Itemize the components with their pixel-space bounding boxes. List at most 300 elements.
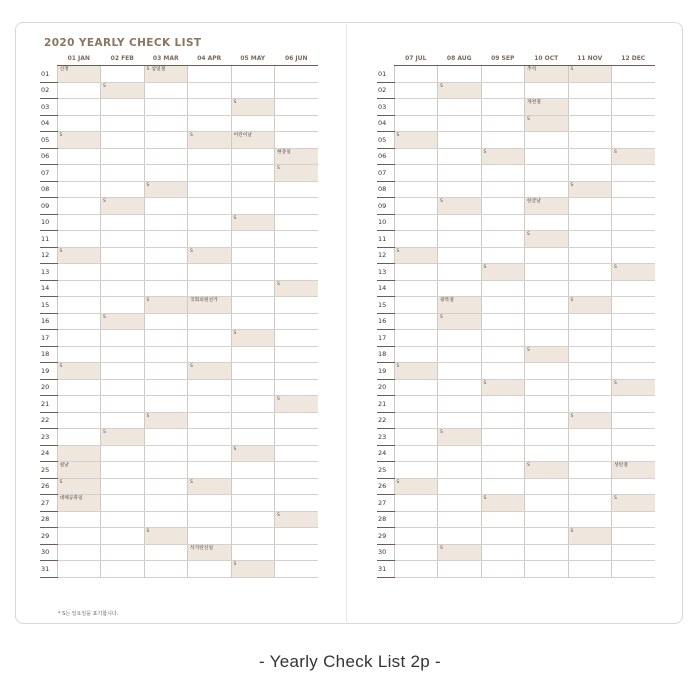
day-cell[interactable] [568, 181, 612, 198]
day-cell[interactable] [231, 99, 275, 116]
day-cell[interactable] [57, 478, 101, 495]
day-cell[interactable] [481, 82, 525, 99]
day-cell[interactable] [101, 247, 145, 264]
day-cell[interactable] [275, 165, 319, 182]
day-cell[interactable] [438, 330, 482, 347]
day-cell[interactable] [438, 297, 482, 314]
day-cell[interactable] [481, 247, 525, 264]
day-cell[interactable] [481, 363, 525, 380]
day-cell[interactable] [101, 396, 145, 413]
day-cell[interactable] [275, 66, 319, 83]
day-cell[interactable] [57, 231, 101, 248]
day-cell[interactable] [394, 247, 438, 264]
day-cell[interactable] [612, 396, 656, 413]
day-cell[interactable] [525, 231, 569, 248]
day-cell[interactable] [275, 412, 319, 429]
day-cell[interactable] [394, 396, 438, 413]
day-cell[interactable] [188, 280, 232, 297]
day-cell[interactable] [188, 198, 232, 215]
day-cell[interactable] [101, 132, 145, 149]
day-cell[interactable] [188, 495, 232, 512]
day-cell[interactable] [144, 264, 188, 281]
day-cell[interactable] [231, 82, 275, 99]
day-cell[interactable] [438, 132, 482, 149]
day-cell[interactable] [438, 544, 482, 561]
day-cell[interactable] [101, 561, 145, 578]
day-cell[interactable] [568, 478, 612, 495]
day-cell[interactable] [394, 198, 438, 215]
day-cell[interactable] [101, 82, 145, 99]
day-cell[interactable] [438, 247, 482, 264]
day-cell[interactable] [481, 115, 525, 132]
day-cell[interactable] [188, 429, 232, 446]
day-cell[interactable] [568, 264, 612, 281]
day-cell[interactable] [188, 66, 232, 83]
day-cell[interactable] [568, 544, 612, 561]
day-cell[interactable] [394, 346, 438, 363]
day-cell[interactable] [144, 115, 188, 132]
day-cell[interactable] [481, 198, 525, 215]
day-cell[interactable] [144, 511, 188, 528]
day-cell[interactable] [231, 264, 275, 281]
day-cell[interactable] [394, 478, 438, 495]
day-cell[interactable] [568, 561, 612, 578]
day-cell[interactable] [188, 363, 232, 380]
day-cell[interactable] [57, 346, 101, 363]
day-cell[interactable] [525, 280, 569, 297]
day-cell[interactable] [438, 412, 482, 429]
day-cell[interactable] [275, 544, 319, 561]
day-cell[interactable] [275, 99, 319, 116]
day-cell[interactable] [101, 412, 145, 429]
day-cell[interactable] [438, 396, 482, 413]
day-cell[interactable] [275, 495, 319, 512]
day-cell[interactable] [612, 132, 656, 149]
day-cell[interactable] [612, 264, 656, 281]
day-cell[interactable] [612, 247, 656, 264]
day-cell[interactable] [568, 495, 612, 512]
day-cell[interactable] [144, 297, 188, 314]
day-cell[interactable] [101, 346, 145, 363]
day-cell[interactable] [438, 495, 482, 512]
day-cell[interactable] [612, 165, 656, 182]
day-cell[interactable] [481, 99, 525, 116]
day-cell[interactable] [57, 99, 101, 116]
day-cell[interactable] [144, 528, 188, 545]
day-cell[interactable] [101, 330, 145, 347]
day-cell[interactable] [101, 544, 145, 561]
day-cell[interactable] [394, 528, 438, 545]
day-cell[interactable] [101, 165, 145, 182]
day-cell[interactable] [188, 231, 232, 248]
day-cell[interactable] [438, 429, 482, 446]
day-cell[interactable] [612, 148, 656, 165]
day-cell[interactable] [568, 99, 612, 116]
day-cell[interactable] [612, 280, 656, 297]
day-cell[interactable] [481, 330, 525, 347]
day-cell[interactable] [438, 99, 482, 116]
day-cell[interactable] [101, 148, 145, 165]
day-cell[interactable] [275, 429, 319, 446]
day-cell[interactable] [275, 462, 319, 479]
day-cell[interactable] [481, 231, 525, 248]
day-cell[interactable] [57, 429, 101, 446]
day-cell[interactable] [481, 412, 525, 429]
day-cell[interactable] [394, 445, 438, 462]
day-cell[interactable] [525, 544, 569, 561]
day-cell[interactable] [188, 115, 232, 132]
day-cell[interactable] [101, 363, 145, 380]
day-cell[interactable] [275, 396, 319, 413]
day-cell[interactable] [101, 462, 145, 479]
day-cell[interactable] [612, 330, 656, 347]
day-cell[interactable] [144, 165, 188, 182]
day-cell[interactable] [188, 462, 232, 479]
day-cell[interactable] [612, 66, 656, 83]
day-cell[interactable] [275, 148, 319, 165]
day-cell[interactable] [394, 297, 438, 314]
day-cell[interactable] [525, 561, 569, 578]
day-cell[interactable] [231, 363, 275, 380]
day-cell[interactable] [525, 495, 569, 512]
day-cell[interactable] [101, 511, 145, 528]
day-cell[interactable] [525, 511, 569, 528]
day-cell[interactable] [525, 346, 569, 363]
day-cell[interactable] [57, 66, 101, 83]
day-cell[interactable] [394, 313, 438, 330]
day-cell[interactable] [525, 214, 569, 231]
day-cell[interactable] [394, 99, 438, 116]
day-cell[interactable] [188, 412, 232, 429]
day-cell[interactable] [231, 412, 275, 429]
day-cell[interactable] [57, 198, 101, 215]
day-cell[interactable] [481, 396, 525, 413]
day-cell[interactable] [101, 181, 145, 198]
day-cell[interactable] [275, 313, 319, 330]
day-cell[interactable] [394, 363, 438, 380]
day-cell[interactable] [612, 478, 656, 495]
day-cell[interactable] [394, 511, 438, 528]
day-cell[interactable] [481, 313, 525, 330]
day-cell[interactable] [525, 478, 569, 495]
day-cell[interactable] [188, 247, 232, 264]
day-cell[interactable] [438, 462, 482, 479]
day-cell[interactable] [568, 280, 612, 297]
day-cell[interactable] [394, 330, 438, 347]
day-cell[interactable] [188, 544, 232, 561]
day-cell[interactable] [144, 429, 188, 446]
day-cell[interactable] [231, 462, 275, 479]
day-cell[interactable] [57, 396, 101, 413]
day-cell[interactable] [101, 264, 145, 281]
day-cell[interactable] [438, 82, 482, 99]
day-cell[interactable] [438, 528, 482, 545]
day-cell[interactable] [57, 528, 101, 545]
day-cell[interactable] [438, 264, 482, 281]
day-cell[interactable] [612, 445, 656, 462]
day-cell[interactable] [231, 181, 275, 198]
day-cell[interactable] [525, 66, 569, 83]
day-cell[interactable] [144, 82, 188, 99]
day-cell[interactable] [144, 247, 188, 264]
day-cell[interactable] [525, 379, 569, 396]
day-cell[interactable] [481, 528, 525, 545]
day-cell[interactable] [438, 561, 482, 578]
day-cell[interactable] [144, 396, 188, 413]
day-cell[interactable] [144, 214, 188, 231]
day-cell[interactable] [101, 99, 145, 116]
day-cell[interactable] [144, 561, 188, 578]
day-cell[interactable] [612, 379, 656, 396]
day-cell[interactable] [188, 511, 232, 528]
day-cell[interactable] [231, 528, 275, 545]
day-cell[interactable] [525, 313, 569, 330]
day-cell[interactable] [231, 478, 275, 495]
day-cell[interactable] [57, 544, 101, 561]
day-cell[interactable] [144, 231, 188, 248]
day-cell[interactable] [568, 396, 612, 413]
day-cell[interactable] [57, 330, 101, 347]
day-cell[interactable] [275, 511, 319, 528]
day-cell[interactable] [275, 561, 319, 578]
day-cell[interactable] [394, 280, 438, 297]
day-cell[interactable] [525, 264, 569, 281]
day-cell[interactable] [101, 495, 145, 512]
day-cell[interactable] [57, 132, 101, 149]
day-cell[interactable] [144, 198, 188, 215]
day-cell[interactable] [101, 528, 145, 545]
day-cell[interactable] [188, 561, 232, 578]
day-cell[interactable] [525, 99, 569, 116]
day-cell[interactable] [231, 313, 275, 330]
day-cell[interactable] [438, 478, 482, 495]
day-cell[interactable] [525, 247, 569, 264]
day-cell[interactable] [568, 363, 612, 380]
day-cell[interactable] [612, 231, 656, 248]
day-cell[interactable] [438, 346, 482, 363]
day-cell[interactable] [525, 132, 569, 149]
day-cell[interactable] [612, 346, 656, 363]
day-cell[interactable] [612, 99, 656, 116]
day-cell[interactable] [394, 115, 438, 132]
day-cell[interactable] [144, 148, 188, 165]
day-cell[interactable] [231, 66, 275, 83]
day-cell[interactable] [394, 214, 438, 231]
day-cell[interactable] [231, 396, 275, 413]
day-cell[interactable] [275, 330, 319, 347]
day-cell[interactable] [188, 330, 232, 347]
day-cell[interactable] [568, 148, 612, 165]
day-cell[interactable] [568, 462, 612, 479]
day-cell[interactable] [481, 148, 525, 165]
day-cell[interactable] [231, 445, 275, 462]
day-cell[interactable] [438, 313, 482, 330]
day-cell[interactable] [231, 561, 275, 578]
day-cell[interactable] [525, 445, 569, 462]
day-cell[interactable] [481, 165, 525, 182]
day-cell[interactable] [144, 313, 188, 330]
day-cell[interactable] [188, 445, 232, 462]
day-cell[interactable] [275, 280, 319, 297]
day-cell[interactable] [57, 148, 101, 165]
day-cell[interactable] [394, 231, 438, 248]
day-cell[interactable] [275, 264, 319, 281]
day-cell[interactable] [612, 198, 656, 215]
day-cell[interactable] [57, 82, 101, 99]
day-cell[interactable] [438, 198, 482, 215]
day-cell[interactable] [394, 82, 438, 99]
day-cell[interactable] [57, 165, 101, 182]
day-cell[interactable] [568, 412, 612, 429]
day-cell[interactable] [394, 132, 438, 149]
day-cell[interactable] [394, 181, 438, 198]
day-cell[interactable] [438, 115, 482, 132]
day-cell[interactable] [438, 66, 482, 83]
day-cell[interactable] [525, 363, 569, 380]
day-cell[interactable] [525, 165, 569, 182]
day-cell[interactable] [101, 231, 145, 248]
day-cell[interactable] [568, 115, 612, 132]
day-cell[interactable] [188, 528, 232, 545]
day-cell[interactable] [57, 511, 101, 528]
day-cell[interactable] [394, 165, 438, 182]
day-cell[interactable] [568, 346, 612, 363]
day-cell[interactable] [612, 82, 656, 99]
day-cell[interactable] [144, 181, 188, 198]
day-cell[interactable] [438, 231, 482, 248]
day-cell[interactable] [275, 231, 319, 248]
day-cell[interactable] [101, 115, 145, 132]
day-cell[interactable] [188, 346, 232, 363]
day-cell[interactable] [481, 561, 525, 578]
day-cell[interactable] [525, 528, 569, 545]
day-cell[interactable] [394, 66, 438, 83]
day-cell[interactable] [57, 247, 101, 264]
day-cell[interactable] [231, 495, 275, 512]
day-cell[interactable] [612, 297, 656, 314]
day-cell[interactable] [394, 379, 438, 396]
day-cell[interactable] [144, 363, 188, 380]
day-cell[interactable] [275, 297, 319, 314]
day-cell[interactable] [101, 214, 145, 231]
day-cell[interactable] [438, 445, 482, 462]
day-cell[interactable] [144, 330, 188, 347]
day-cell[interactable] [57, 115, 101, 132]
day-cell[interactable] [612, 511, 656, 528]
day-cell[interactable] [188, 214, 232, 231]
day-cell[interactable] [394, 148, 438, 165]
day-cell[interactable] [231, 214, 275, 231]
day-cell[interactable] [438, 379, 482, 396]
day-cell[interactable] [144, 495, 188, 512]
day-cell[interactable] [144, 280, 188, 297]
day-cell[interactable] [525, 115, 569, 132]
day-cell[interactable] [57, 264, 101, 281]
day-cell[interactable] [57, 297, 101, 314]
day-cell[interactable] [438, 214, 482, 231]
day-cell[interactable] [612, 412, 656, 429]
day-cell[interactable] [144, 99, 188, 116]
day-cell[interactable] [568, 511, 612, 528]
day-cell[interactable] [525, 198, 569, 215]
day-cell[interactable] [188, 99, 232, 116]
day-cell[interactable] [231, 429, 275, 446]
day-cell[interactable] [57, 412, 101, 429]
day-cell[interactable] [101, 280, 145, 297]
day-cell[interactable] [481, 544, 525, 561]
day-cell[interactable] [612, 363, 656, 380]
day-cell[interactable] [438, 363, 482, 380]
day-cell[interactable] [525, 330, 569, 347]
day-cell[interactable] [188, 313, 232, 330]
day-cell[interactable] [481, 445, 525, 462]
day-cell[interactable] [612, 313, 656, 330]
day-cell[interactable] [568, 445, 612, 462]
day-cell[interactable] [481, 379, 525, 396]
day-cell[interactable] [438, 148, 482, 165]
day-cell[interactable] [188, 396, 232, 413]
day-cell[interactable] [57, 462, 101, 479]
day-cell[interactable] [275, 198, 319, 215]
day-cell[interactable] [275, 478, 319, 495]
day-cell[interactable] [101, 66, 145, 83]
day-cell[interactable] [101, 313, 145, 330]
day-cell[interactable] [275, 132, 319, 149]
day-cell[interactable] [57, 181, 101, 198]
day-cell[interactable] [481, 462, 525, 479]
day-cell[interactable] [188, 181, 232, 198]
day-cell[interactable] [525, 181, 569, 198]
day-cell[interactable] [231, 297, 275, 314]
day-cell[interactable] [394, 264, 438, 281]
day-cell[interactable] [57, 313, 101, 330]
day-cell[interactable] [481, 132, 525, 149]
day-cell[interactable] [57, 379, 101, 396]
day-cell[interactable] [101, 429, 145, 446]
day-cell[interactable] [144, 132, 188, 149]
day-cell[interactable] [101, 445, 145, 462]
day-cell[interactable] [144, 462, 188, 479]
day-cell[interactable] [275, 82, 319, 99]
day-cell[interactable] [57, 363, 101, 380]
day-cell[interactable] [568, 379, 612, 396]
day-cell[interactable] [231, 115, 275, 132]
day-cell[interactable] [188, 82, 232, 99]
day-cell[interactable] [275, 379, 319, 396]
day-cell[interactable] [101, 379, 145, 396]
day-cell[interactable] [525, 462, 569, 479]
day-cell[interactable] [568, 132, 612, 149]
day-cell[interactable] [568, 528, 612, 545]
day-cell[interactable] [144, 544, 188, 561]
day-cell[interactable] [188, 148, 232, 165]
day-cell[interactable] [188, 132, 232, 149]
day-cell[interactable] [568, 231, 612, 248]
day-cell[interactable] [612, 214, 656, 231]
day-cell[interactable] [481, 214, 525, 231]
day-cell[interactable] [275, 445, 319, 462]
day-cell[interactable] [275, 247, 319, 264]
day-cell[interactable] [525, 148, 569, 165]
day-cell[interactable] [231, 247, 275, 264]
day-cell[interactable] [481, 280, 525, 297]
day-cell[interactable] [231, 198, 275, 215]
day-cell[interactable] [612, 495, 656, 512]
day-cell[interactable] [144, 379, 188, 396]
day-cell[interactable] [525, 297, 569, 314]
day-cell[interactable] [101, 297, 145, 314]
day-cell[interactable] [612, 544, 656, 561]
